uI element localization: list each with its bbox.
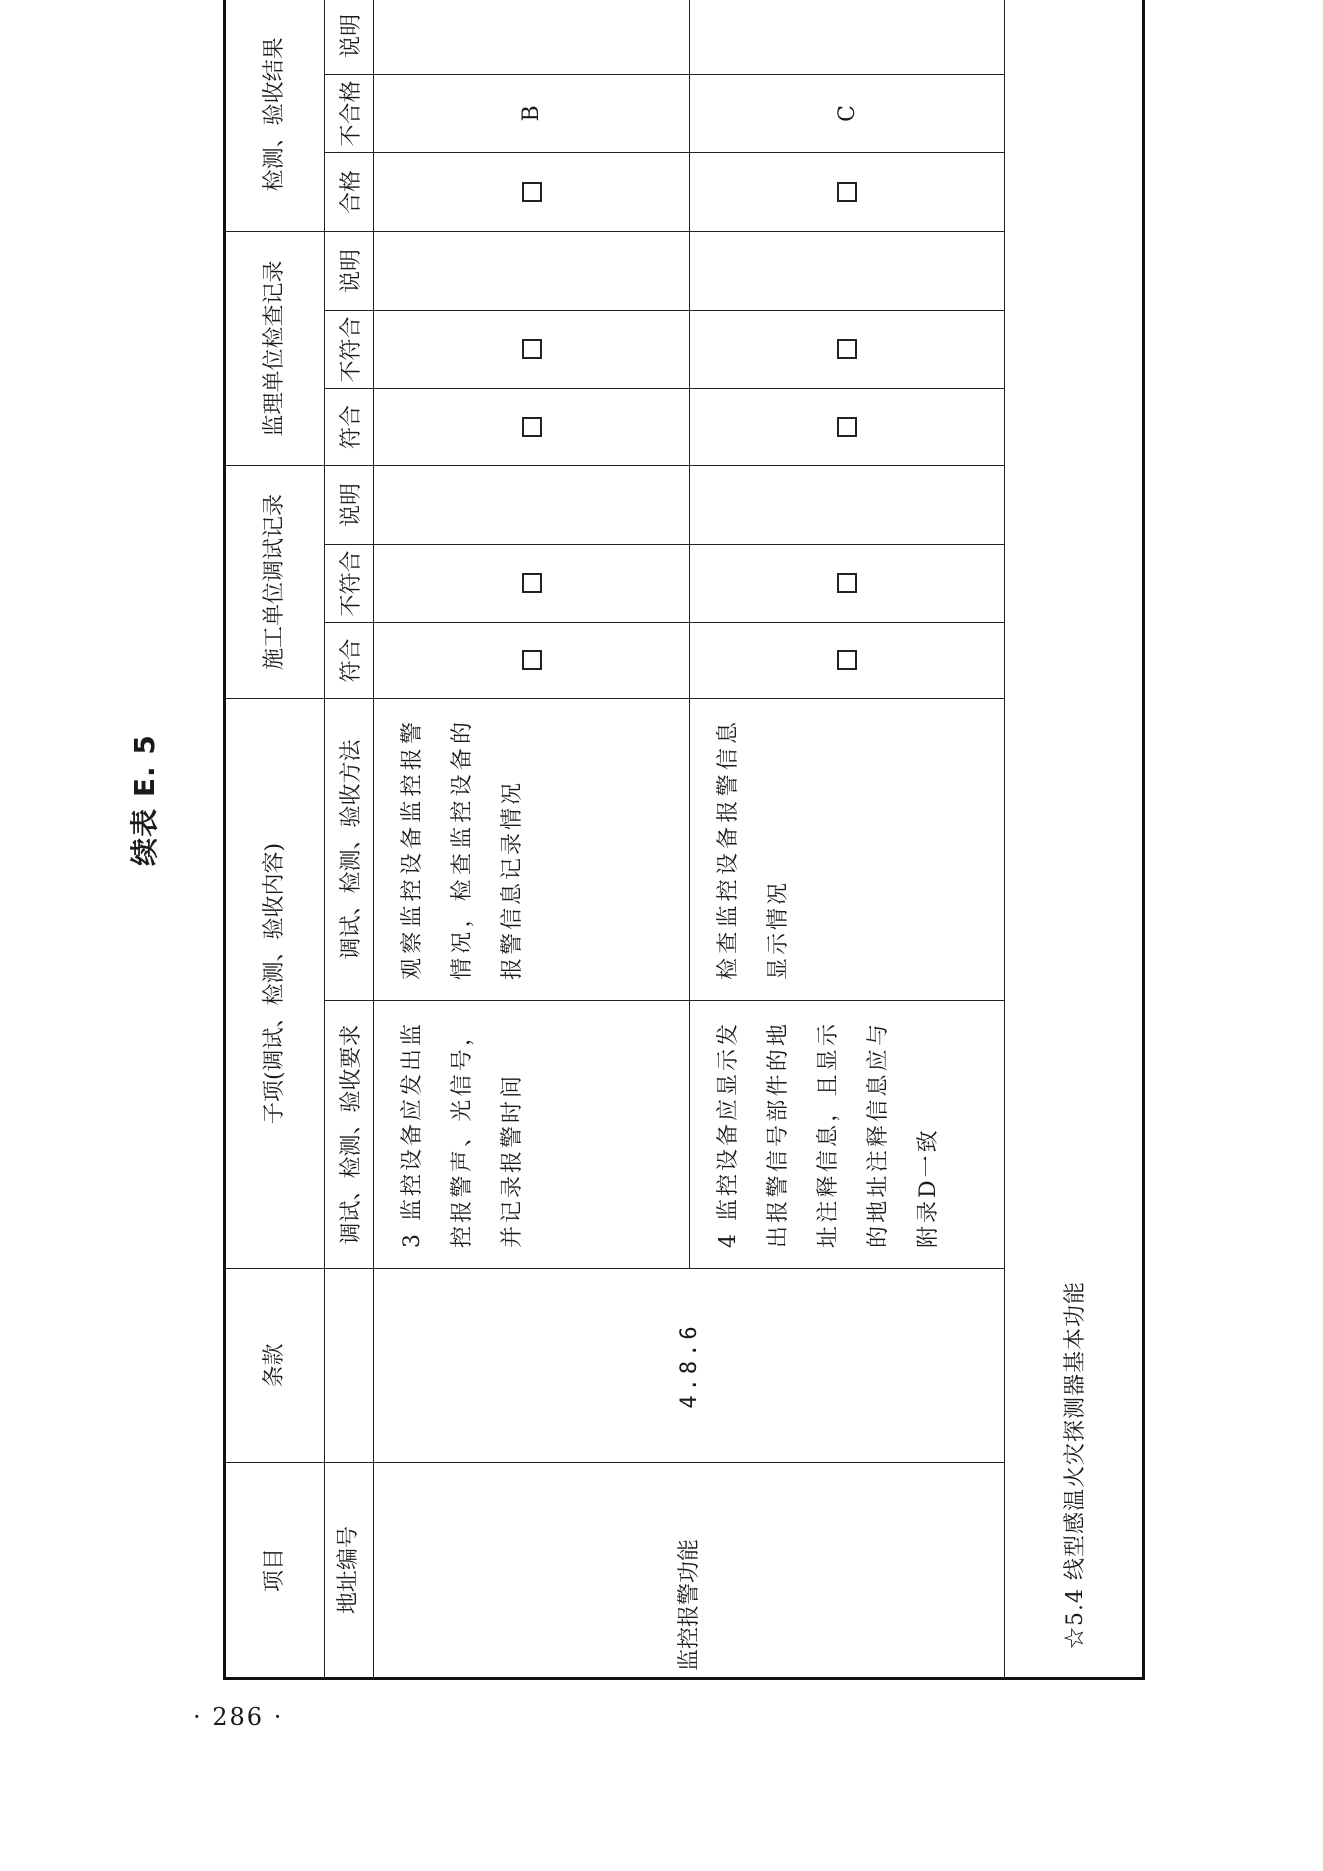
page-number: · 286 ·	[193, 1703, 284, 1731]
row2-method: 检查监控设备报警信息显示情况	[689, 698, 1005, 1000]
row2-requirement: 4 监控设备应显示发出报警信号部件的地址注释信息，且显示的地址注释信息应与附录D一致	[689, 1000, 1005, 1268]
row2-construction-nonconform[interactable]	[689, 544, 1005, 622]
row2-supervision-nonconform[interactable]	[689, 310, 1005, 388]
row1-supervision-remark	[374, 231, 690, 310]
project-cell	[374, 1462, 1005, 1678]
clause-subheader-blank	[325, 1268, 374, 1462]
checkbox[interactable]	[837, 573, 857, 593]
supervision-remark-header: 说明	[325, 231, 374, 310]
method-header: 调试、检测、验收方法	[325, 698, 374, 1000]
clause-cell: 4.8.6	[374, 1268, 1005, 1462]
requirement-header: 调试、检测、验收要求	[325, 1000, 374, 1268]
row1-method: 观察监控设备监控报警情况，检查监控设备的报警信息记录情况	[374, 698, 690, 1000]
row2-qualified[interactable]	[689, 152, 1005, 231]
supervision-nonconform-header: 不符合	[325, 310, 374, 388]
page-title: 续表 E. 5	[128, 734, 161, 866]
checkbox[interactable]	[837, 650, 857, 670]
row1-inspection-remark	[374, 0, 690, 74]
row2-construction-conform[interactable]	[689, 622, 1005, 698]
acceptance-table	[223, 0, 1145, 1680]
clause-header: 条款	[225, 1268, 325, 1462]
address-no-header	[325, 1462, 374, 1678]
supervision-header: 监理单位检查记录	[225, 231, 325, 465]
row1-supervision-conform[interactable]	[374, 388, 690, 465]
checkbox[interactable]	[522, 417, 542, 437]
row1-construction-nonconform[interactable]	[374, 544, 690, 622]
row2-construction-remark	[689, 465, 1005, 544]
row2-supervision-conform[interactable]	[689, 388, 1005, 465]
construction-conform-header: 符合	[325, 622, 374, 698]
checkbox[interactable]	[522, 182, 542, 202]
inspection-header: 检测、验收结果	[225, 0, 325, 231]
project-header: 项目	[225, 1462, 325, 1678]
row1-construction-conform[interactable]	[374, 622, 690, 698]
checkbox[interactable]	[837, 182, 857, 202]
row2-supervision-remark	[689, 231, 1005, 310]
address-no-label: 地址编号	[336, 1525, 362, 1614]
project-name: 监控报警功能	[676, 1538, 702, 1671]
checkbox[interactable]	[522, 339, 542, 359]
checkbox[interactable]	[837, 417, 857, 437]
checkbox[interactable]	[522, 650, 542, 670]
row1-requirement: 3 监控设备应发出监控报警声、光信号，并记录报警时间	[374, 1000, 690, 1268]
construction-nonconform-header: 不符合	[325, 544, 374, 622]
inspection-remark-header: 说明	[325, 0, 374, 74]
construction-header: 施工单位调试记录	[225, 465, 325, 698]
row1-supervision-nonconform[interactable]	[374, 310, 690, 388]
rotated-table-frame	[128, 13, 1145, 1680]
checkbox[interactable]	[837, 339, 857, 359]
construction-remark-header: 说明	[325, 465, 374, 544]
unqualified-header: 不合格	[325, 74, 374, 152]
row2-inspection-remark	[689, 0, 1005, 74]
row2-grade: C	[689, 74, 1005, 152]
row1-qualified[interactable]	[374, 152, 690, 231]
row1-construction-remark	[374, 465, 690, 544]
row1-grade: B	[374, 74, 690, 152]
qualified-header: 合格	[325, 152, 374, 231]
checkbox[interactable]	[522, 573, 542, 593]
section-note: ☆5.4 线型感温火灾探测器基本功能	[1005, 0, 1144, 1679]
supervision-conform-header: 符合	[325, 388, 374, 465]
subitem-header: 子项(调试、检测、验收内容)	[225, 698, 325, 1268]
